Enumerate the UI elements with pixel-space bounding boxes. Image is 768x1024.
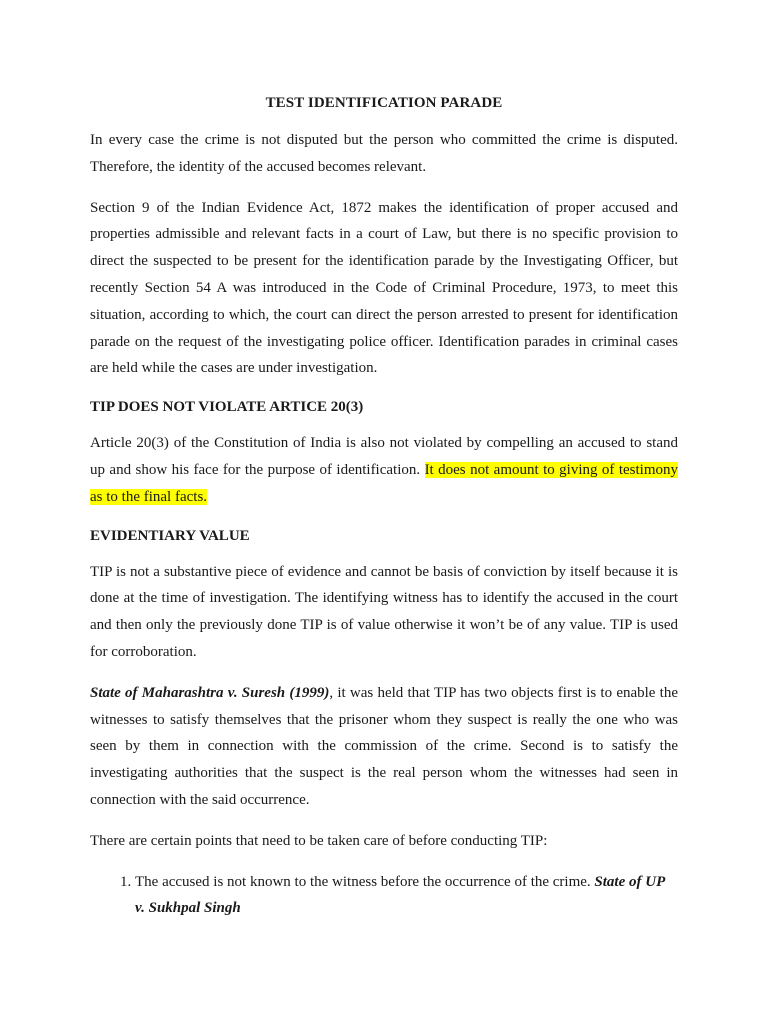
document-title: TEST IDENTIFICATION PARADE bbox=[265, 95, 503, 111]
heading-evidentiary-value: EVIDENTIARY VALUE bbox=[90, 527, 250, 544]
case-citation: State of Maharashtra v. Suresh (1999) bbox=[90, 684, 330, 701]
suresh-text: , it was held that TIP has two objects first is to enable the witnesses to satisfy themselves that the prisoner whom they suspect is really the one who was seen by them in connection with the commission of the crime. Second is to satisfy the investigating authorities that the suspect is the real person whom the witnesses had seen in connection with the said occurrence. bbox=[90, 684, 679, 808]
heading-article-20: TIP DOES NOT VIOLATE ARTICE 20(3) bbox=[90, 399, 364, 416]
highlighted-text: It does not amount to giving of testimony as to the final facts. bbox=[90, 461, 679, 505]
article-paragraph bbox=[90, 430, 678, 510]
article-text: Article 20(3) of the Constitution of India is also not violated by compelling an accused to stand up and show his face for the purpose of identification. bbox=[90, 435, 678, 478]
list-item bbox=[135, 869, 678, 923]
document-page bbox=[90, 93, 678, 922]
points-intro: There are certain points that need to be taken care of before conducting TIP: bbox=[90, 832, 548, 849]
case-citation: State of UP v. Sukhpal Singh bbox=[135, 873, 665, 917]
point-text: The accused is not known to the witness before the occurrence of the crime. bbox=[135, 873, 595, 890]
suresh-paragraph bbox=[90, 680, 678, 814]
evidentiary-paragraph: TIP is not a substantive piece of evidence and cannot be basis of conviction by itself because it is done at the time of investigation. The identifying witness has to identify the accused in the court and then only the previously done TIP is of value otherwise it won’t be of any value. TIP is used for corroboration. bbox=[90, 563, 678, 660]
intro-paragraph: In every case the crime is not disputed but the person who committed the crime is disputed. Therefore, the identity of the accused becomes relevant. bbox=[90, 132, 678, 175]
points-list bbox=[90, 869, 678, 923]
section9-paragraph: Section 9 of the Indian Evidence Act, 1872 makes the identification of proper accused and properties admissible and relevant facts in a court of Law, but there is no specific provision to direct the suspected to be present for the identification parade by the Investigating Officer, but recently Section 54 A was introduced in the Code of Criminal Procedure, 1973, to meet this situation, according to which, the court can direct the person arrested to present for identification parade on the request of the investigating police officer. Identification parades in criminal cases are held while the cases are under investigation. bbox=[90, 199, 678, 377]
